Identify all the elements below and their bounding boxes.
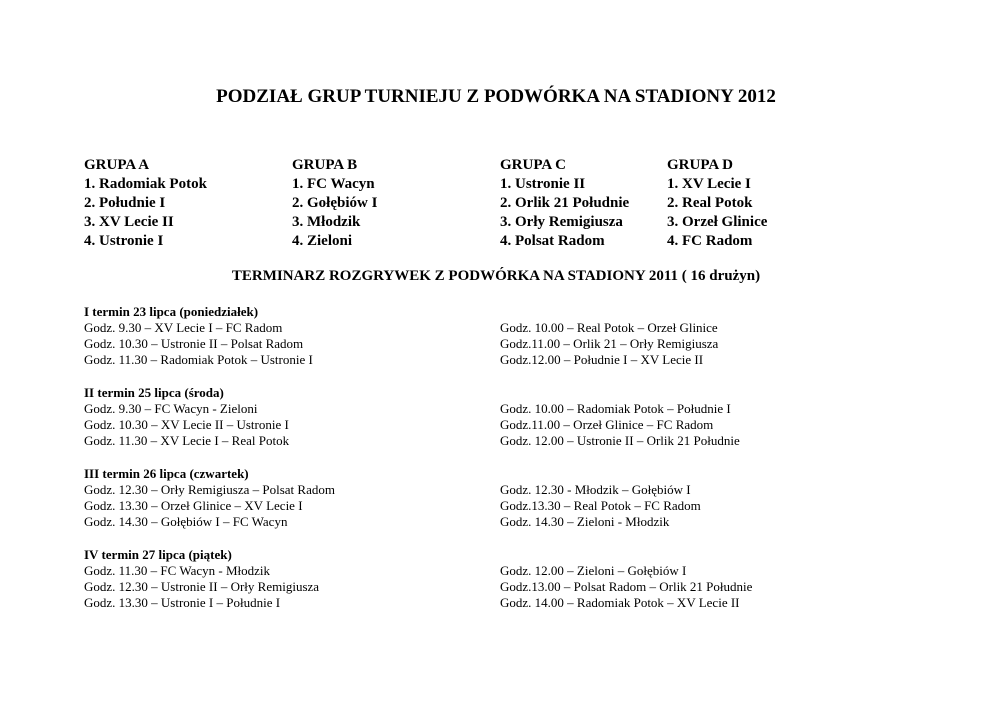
page-title: PODZIAŁ GRUP TURNIEJU Z PODWÓRKA NA STADIONY 2012 [216,86,776,107]
match-line: Godz. 12.30 – Orły Remigiusza – Polsat Radom [84,482,335,497]
term-heading: III termin 26 lipca (czwartek) [84,466,249,481]
group-b-team: 4. Zieloni [292,233,353,249]
match-line: Godz. 14.30 – Gołębiów I – FC Wacyn [84,514,288,529]
group-d-heading: GRUPA D [667,157,733,173]
group-a-team: 2. Południe I [84,195,166,211]
group-a-team: 1. Radomiak Potok [84,176,207,192]
match-line: Godz. 12.00 – Ustronie II – Orlik 21 Południe [500,433,740,448]
group-b [292,156,377,251]
match-line: Godz. 11.30 – Radomiak Potok – Ustronie I [84,352,313,367]
match-line: Godz. 12.30 - Młodzik – Gołębiów I [500,482,691,497]
match-line: Godz. 10.00 – Radomiak Potok – Południe I [500,401,731,416]
match-line: Godz. 14.00 – Radomiak Potok – XV Lecie II [500,595,740,610]
term-heading: IV termin 27 lipca (piątek) [84,547,232,562]
group-c-team: 1. Ustronie II [500,176,586,192]
match-line: Godz. 12.00 – Zieloni – Gołębiów I [500,563,687,578]
term-heading: II termin 25 lipca (środa) [84,385,224,400]
group-c-team: 2. Orlik 21 Południe [500,195,630,211]
match-line: Godz.11.00 – Orzeł Glinice – FC Radom [500,417,714,432]
match-line: Godz. 11.30 – FC Wacyn - Młodzik [84,563,270,578]
match-line: Godz. 14.30 – Zieloni - Młodzik [500,514,670,529]
match-line: Godz. 13.30 – Ustronie I – Południe I [84,595,281,610]
match-line: Godz. 9.30 – XV Lecie I – FC Radom [84,320,283,335]
group-b-heading: GRUPA B [292,157,358,173]
match-line: Godz.13.30 – Real Potok – FC Radom [500,498,701,513]
group-a [84,156,207,251]
group-c-team: 4. Polsat Radom [500,233,605,249]
term-1 [84,304,884,367]
match-line: Godz. 10.30 – XV Lecie II – Ustronie I [84,417,289,432]
schedule-title: TERMINARZ ROZGRYWEK Z PODWÓRKA NA STADIONY 2011 ( 16 drużyn) [231,268,761,284]
match-line: Godz. 12.30 – Ustronie II – Orły Remigiusza [84,579,320,594]
match-line: Godz. 11.30 – XV Lecie I – Real Potok [84,433,290,448]
group-a-heading: GRUPA A [84,157,150,173]
group-b-team: 2. Gołębiów I [292,195,378,211]
term-2 [84,385,884,448]
group-d-team: 4. FC Radom [667,233,753,249]
group-c-team: 3. Orły Remigiusza [500,214,623,230]
term-heading: I termin 23 lipca (poniedziałek) [84,304,259,319]
match-line: Godz.13.00 – Polsat Radom – Orlik 21 Południe [500,579,753,594]
group-d-team: 1. XV Lecie I [667,176,751,192]
group-b-team: 1. FC Wacyn [292,176,375,192]
group-a-team: 4. Ustronie I [84,233,164,249]
group-b-team: 3. Młodzik [292,214,361,230]
match-line: Godz. 13.30 – Orzeł Glinice – XV Lecie I [84,498,303,513]
match-line: Godz. 9.30 – FC Wacyn - Zieloni [84,401,258,416]
group-d-team: 2. Real Potok [667,195,753,211]
group-c [500,156,629,251]
match-line: Godz.12.00 – Południe I – XV Lecie II [500,352,704,367]
group-d [667,156,767,251]
group-a-team: 3. XV Lecie II [84,214,174,230]
match-line: Godz. 10.30 – Ustronie II – Polsat Radom [84,336,304,351]
term-3 [84,466,884,529]
group-d-team: 3. Orzeł Glinice [667,214,768,230]
match-line: Godz.11.00 – Orlik 21 – Orły Remigiusza [500,336,719,351]
term-4 [84,547,884,610]
group-c-heading: GRUPA C [500,157,566,173]
match-line: Godz. 10.00 – Real Potok – Orzeł Glinice [500,320,718,335]
